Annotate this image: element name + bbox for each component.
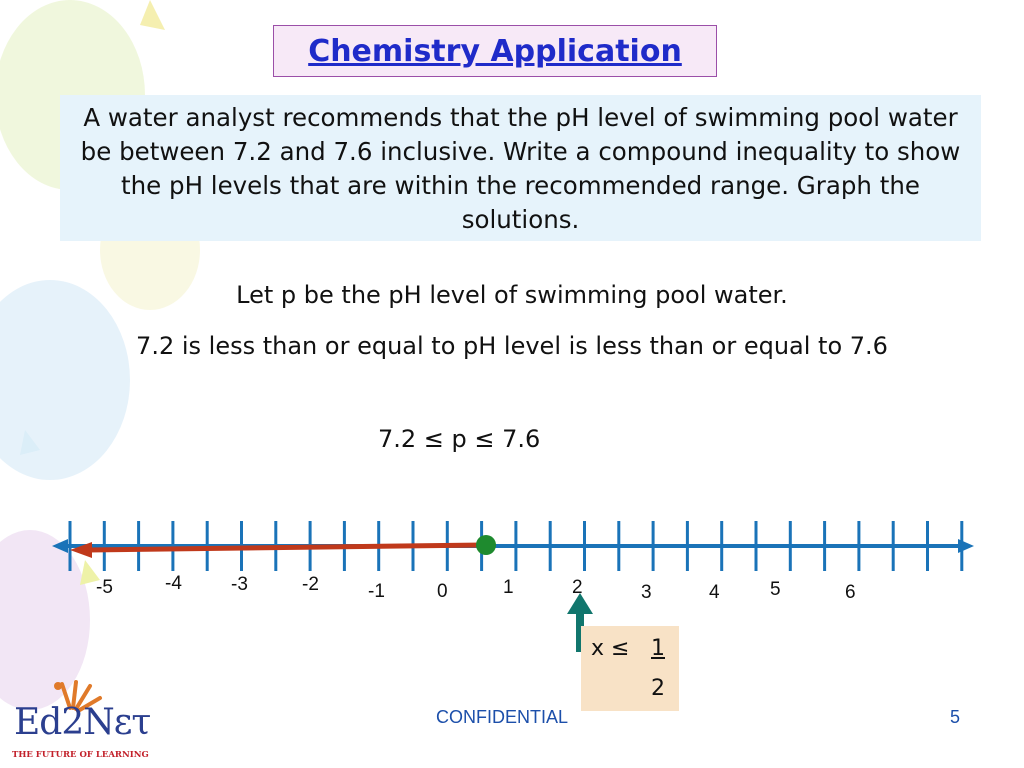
tick-label: -5	[96, 577, 113, 598]
tick-label: 6	[845, 582, 856, 603]
solution-denominator: 2	[651, 676, 665, 701]
footer-confidential: CONFIDENTIAL	[436, 707, 569, 727]
right-arrowhead	[958, 539, 974, 553]
slide-title: Chemistry Application	[308, 33, 682, 69]
tick-label: -3	[231, 574, 248, 595]
closed-point	[476, 535, 496, 555]
tick-label: 0	[437, 581, 448, 602]
words-statement: 7.2 is less than or equal to pH level is less than or equal to 7.6	[136, 332, 888, 360]
tick-label: -4	[165, 573, 182, 594]
tick-label: 5	[770, 579, 781, 600]
tick-label: -1	[368, 581, 385, 602]
compound-inequality: 7.2 ≤ p ≤ 7.6	[378, 425, 541, 453]
let-statement: Let p be the pH level of swimming pool water.	[236, 281, 788, 309]
solution-numerator: 1	[651, 636, 665, 661]
left-arrowhead	[52, 539, 68, 553]
tick-label: 4	[709, 582, 720, 603]
tick-label: -2	[302, 574, 319, 595]
tick-label: 2	[572, 577, 583, 598]
solution-prefix: x ≤	[591, 636, 630, 661]
tick-label: 3	[641, 582, 652, 603]
problem-statement: A water analyst recommends that the pH level of swimming pool water be between 7.2 and 7.6 inclusive. Write a compound inequality to show the pH levels that are within the recommended range. Graph the solutions.	[60, 95, 981, 241]
logo-tagline: THE FUTURE OF LEARNING	[12, 750, 149, 760]
logo-text: Ed2Nετ	[14, 702, 151, 743]
tick-label: 1	[503, 577, 514, 598]
page-number: 5	[950, 707, 961, 727]
